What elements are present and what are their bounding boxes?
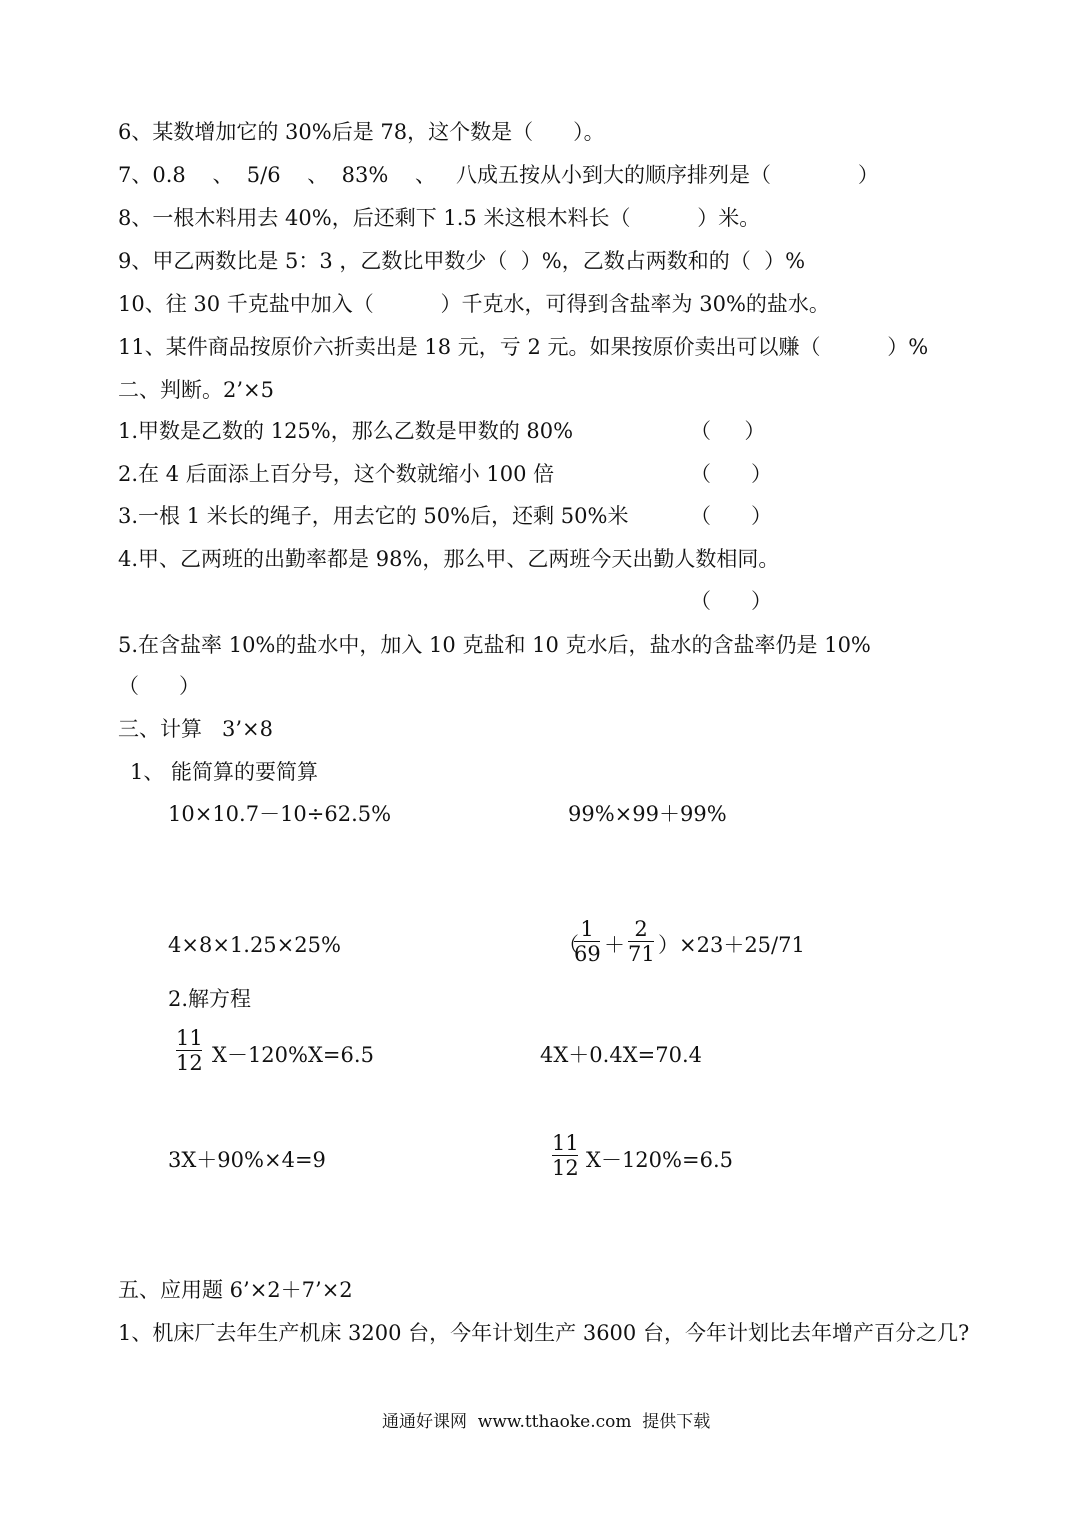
fraction-numerator: 1: [580, 917, 594, 941]
judge-item-1: 1.甲数是乙数的 125%，那么乙数是甲数的 80%: [118, 419, 574, 443]
expr-2: 99%×99＋99%: [568, 802, 727, 826]
apply-heading: 五、应用题 6’×2＋7’×2: [118, 1278, 353, 1302]
expr-4-plus: ＋: [604, 933, 625, 957]
question-11: 11、某件商品按原价六折卖出是 18 元，亏 2 元。如果按原价卖出可以赚（ ）%: [118, 335, 929, 359]
page-footer: 通通好课网 www.tthaoke.com 提供下载: [382, 1412, 711, 1432]
question-9: 9、甲乙两数比是 5：3 ，乙数比甲数少（ ）%，乙数占两数和的（ ）%: [118, 249, 806, 273]
apply-question-1: 1、机床厂去年生产机床 3200 台，今年计划生产 3600 台，今年计划比去年增产百分之几?: [118, 1321, 970, 1345]
eq-2: 4X＋0.4X=70.4: [540, 1043, 703, 1067]
judge-heading: 二、判断。2’×5: [118, 378, 274, 402]
fraction-numerator: 11: [176, 1026, 203, 1050]
judge-item-2: 2.在 4 后面添上百分号，这个数就缩小 100 倍: [118, 462, 555, 486]
judge-item-4: 4.甲、乙两班的出勤率都是 98%，那么甲、乙两班今天出勤人数相同。: [118, 547, 780, 571]
fraction-numerator: 2: [634, 917, 648, 941]
expr-3: 4×8×1.25×25%: [168, 933, 341, 957]
fraction-denominator: 12: [552, 1156, 579, 1180]
question-7: 7、0.8 、 5/6 、 83% 、 八成五按从小到大的顺序排列是（ ）: [118, 163, 879, 187]
equation-heading: 2.解方程: [168, 987, 252, 1011]
fraction-denominator: 71: [628, 942, 655, 966]
expr-1: 10×10.7－10÷62.5%: [168, 802, 392, 826]
judge-paren-3: （ ）: [690, 504, 773, 528]
eq-3: 3X＋90%×4=9: [168, 1148, 326, 1172]
judge-paren-1: （ ）: [690, 419, 766, 443]
judge-item-3: 3.一根 1 米长的绳子，用去它的 50%后，还剩 50%米: [118, 504, 629, 528]
calc-heading: 三、计算 3’×8: [118, 717, 274, 741]
calc-sub-simplify: 1、 能简算的要简算: [130, 760, 319, 784]
fraction-denominator: 69: [574, 942, 601, 966]
fraction-numerator: 11: [552, 1131, 579, 1155]
question-10: 10、往 30 千克盐中加入（ ）千克水，可得到含盐率为 30%的盐水。: [118, 292, 830, 316]
eq-4-fraction: [552, 1132, 578, 1179]
judge-paren-5: （ ）: [118, 674, 201, 698]
eq-4-rest: X－120%=6.5: [586, 1148, 733, 1172]
expr-4-rest: ）×23＋25/71: [658, 933, 805, 957]
judge-item-5: 5.在含盐率 10%的盐水中，加入 10 克盐和 10 克水后，盐水的含盐率仍是 10%: [118, 633, 871, 657]
eq-1-rest: X－120%X=6.5: [212, 1043, 374, 1067]
expr-4-fraction-2: [628, 918, 654, 965]
judge-paren-2: （ ）: [690, 462, 773, 486]
expr-4-fraction-1: [574, 918, 600, 965]
fraction-denominator: 12: [176, 1051, 203, 1075]
question-8: 8、一根木料用去 40%，后还剩下 1.5 米这根木料长（ ）米。: [118, 206, 761, 230]
eq-1-fraction: [176, 1027, 202, 1074]
judge-paren-4: （ ）: [690, 589, 773, 613]
expr-4-open: （: [558, 933, 579, 957]
question-6: 6、某数增加它的 30%后是 78，这个数是（ ）。: [118, 120, 605, 144]
